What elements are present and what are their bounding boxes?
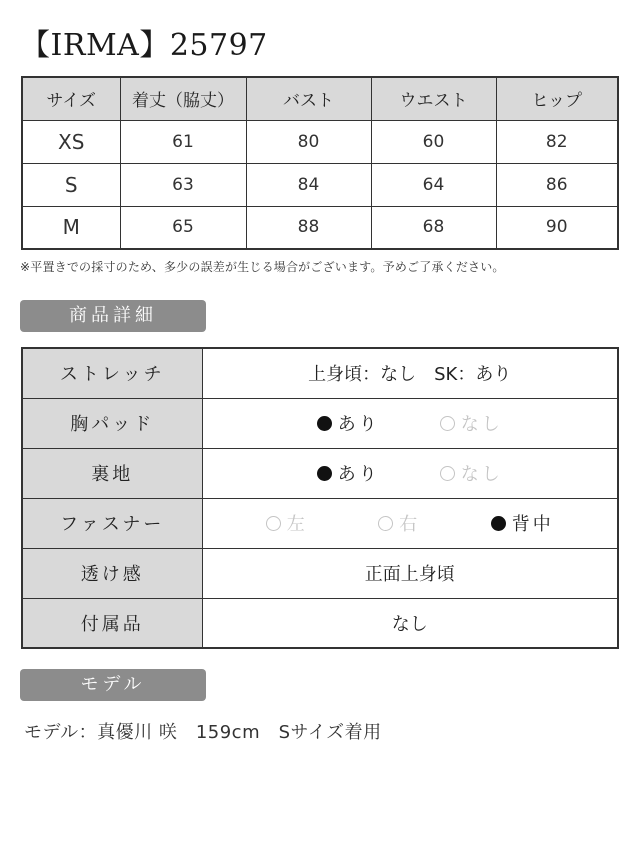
- option-selected: あり: [317, 460, 380, 486]
- page-title: 【IRMA】25797: [20, 28, 268, 63]
- detail-row-fastener: [22, 498, 618, 548]
- details-table: [21, 347, 619, 649]
- detail-row-accessory: [22, 598, 618, 648]
- detail-key: 裏地: [22, 448, 202, 498]
- hip-cell: 86: [496, 163, 618, 206]
- header-hip: ヒップ: [496, 77, 618, 120]
- measurement-note: ※平置きでの採寸のため、多少の誤差が生じる場合がございます。予めご了承ください。: [20, 260, 505, 274]
- size-cell: XS: [22, 120, 120, 163]
- table-row: [22, 163, 618, 206]
- bust-cell: 88: [246, 206, 371, 249]
- header-size: サイズ: [22, 77, 120, 120]
- size-cell: S: [22, 163, 120, 206]
- filled-circle-icon: [317, 416, 332, 431]
- size-table-header-row: [22, 77, 618, 120]
- option-selected: あり: [317, 410, 380, 436]
- empty-circle-icon: [266, 516, 281, 531]
- header-length: 着丈（脇丈）: [120, 77, 246, 120]
- detail-row-pad: [22, 398, 618, 448]
- size-cell: M: [22, 206, 120, 249]
- detail-row-sheer: [22, 548, 618, 598]
- model-info: モデル：真優川 咲 159cm Sサイズ着用: [24, 722, 382, 743]
- detail-key: 胸パッド: [22, 398, 202, 448]
- length-cell: 61: [120, 120, 246, 163]
- table-row: [22, 206, 618, 249]
- option-unselected: 左: [266, 510, 308, 536]
- waist-cell: 68: [371, 206, 496, 249]
- filled-circle-icon: [491, 516, 506, 531]
- length-cell: 63: [120, 163, 246, 206]
- size-table: [21, 76, 619, 250]
- detail-value: なし: [202, 598, 618, 648]
- table-row: [22, 120, 618, 163]
- model-section-label: モデル: [20, 669, 206, 701]
- empty-circle-icon: [440, 466, 455, 481]
- option-unselected: なし: [440, 410, 503, 436]
- bust-cell: 80: [246, 120, 371, 163]
- empty-circle-icon: [440, 416, 455, 431]
- option-unselected: なし: [440, 460, 503, 486]
- header-waist: ウエスト: [371, 77, 496, 120]
- waist-cell: 60: [371, 120, 496, 163]
- detail-key: 透け感: [22, 548, 202, 598]
- detail-row-lining: [22, 448, 618, 498]
- bust-cell: 84: [246, 163, 371, 206]
- detail-key: ファスナー: [22, 498, 202, 548]
- detail-row-stretch: [22, 348, 618, 398]
- option-unselected: 右: [378, 510, 420, 536]
- waist-cell: 64: [371, 163, 496, 206]
- option-selected: 背中: [491, 510, 554, 536]
- detail-value: 正面上身頃: [202, 548, 618, 598]
- filled-circle-icon: [317, 466, 332, 481]
- hip-cell: 90: [496, 206, 618, 249]
- header-bust: バスト: [246, 77, 371, 120]
- detail-key: 付属品: [22, 598, 202, 648]
- detail-key: ストレッチ: [22, 348, 202, 398]
- hip-cell: 82: [496, 120, 618, 163]
- length-cell: 65: [120, 206, 246, 249]
- detail-value: 上身頃：なし SK：あり: [202, 348, 618, 398]
- empty-circle-icon: [378, 516, 393, 531]
- details-section-label: 商品詳細: [20, 300, 206, 332]
